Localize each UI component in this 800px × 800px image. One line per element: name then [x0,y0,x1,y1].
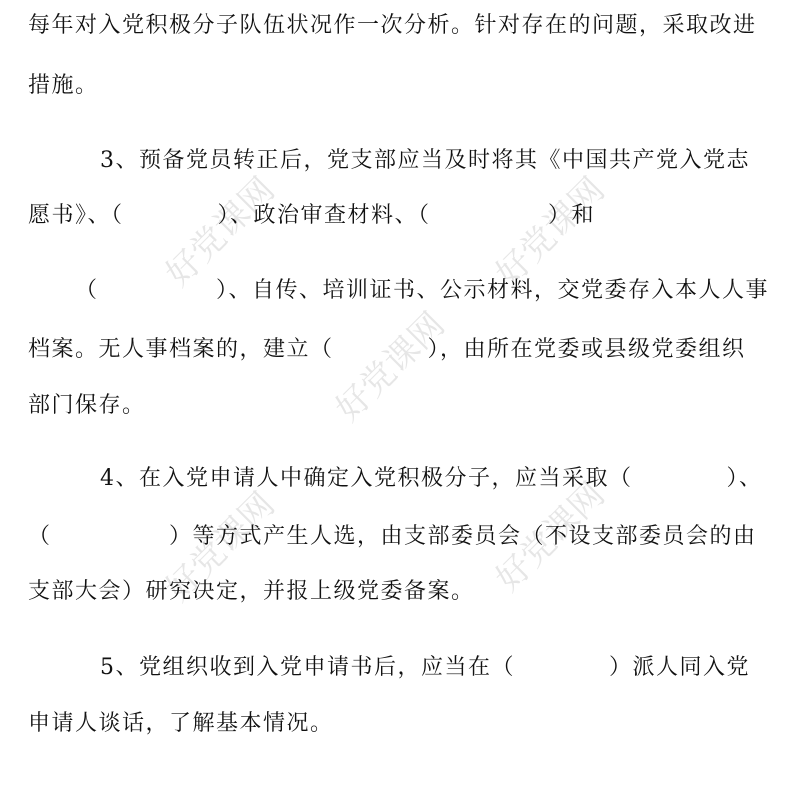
text-line: 5、党组织收到入党申请书后，应当在（ ）派人同入党 [100,655,750,680]
text-line: 4、在入党申请人中确定入党积极分子，应当采取（ ）、 [100,466,763,491]
watermark: 好党课网 [488,474,613,600]
text-line: （ ）等方式产生人选，由支部委员会（不设支部委员会的由 [28,524,757,549]
text-line: 申请人谈话，了解基本情况。 [28,711,334,736]
text-line: 档案。无人事档案的，建立（ ），由所在党委或县级党委组织 [28,337,746,362]
watermark: 好党课网 [158,169,283,295]
text-line: 部门保存。 [28,393,146,418]
text-line: 支部大会）研究决定，并报上级党委备案。 [28,579,475,604]
text-line: 每年对入党积极分子队伍状况作一次分析。针对存在的问题，采取改进 [28,13,757,38]
watermark: 好党课网 [158,484,283,610]
text-line: （ ）、自传、培训证书、公示材料，交党委存入本人人事 [75,278,770,303]
text-line: 愿书》、（ ）、政治审查材料、（ ）和 [28,203,596,228]
watermark: 好党课网 [488,169,613,295]
text-line: 措施。 [28,73,99,98]
watermark: 好党课网 [328,304,453,430]
text-line: 3、预备党员转正后，党支部应当及时将其《中国共产党入党志 [100,148,750,173]
